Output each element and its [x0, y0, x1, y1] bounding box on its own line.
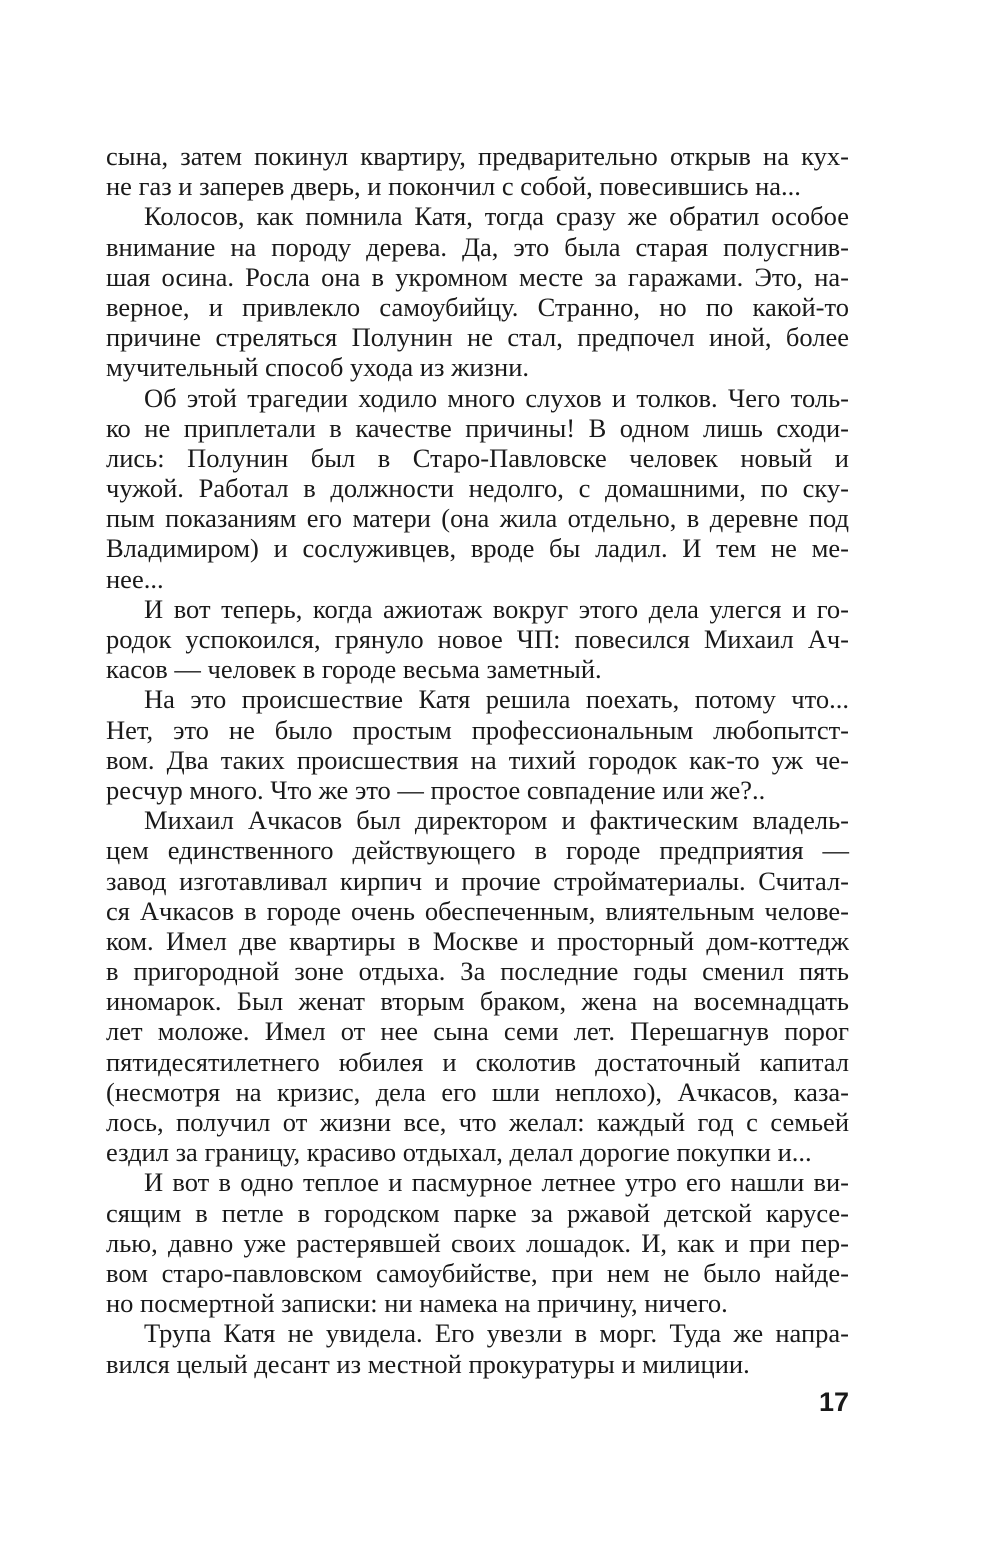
text-line: ко не приплетали в качестве причины! В одном лишь сходи- [106, 412, 849, 443]
text-line: лись: Полунин был в Старо-Павловске человек новый и [106, 442, 849, 473]
text-line: пятидесятилетнего юбилея и сколотив достаточный капитал [106, 1046, 849, 1077]
text-line: ком. Имел две квартиры в Москве и просторный дом-коттедж [106, 925, 849, 956]
text-line: лось, получил от жизни все, что желал: каждый год с семьей [106, 1107, 849, 1137]
text-line: Колосов, как помнила Катя, тогда сразу же обратил особое [144, 201, 849, 232]
text-line: Об этой трагедии ходило много слухов и толков. Чего толь- [144, 382, 849, 413]
text-line: сына, затем покинул квартиру, предварительно открыв на кух- [106, 141, 849, 171]
text-line: иномарок. Был женат вторым браком, жена на восемнадцать [106, 986, 849, 1017]
text-line: Трупа Катя не увидела. Его увезли в морг. Туда же напра- [144, 1318, 849, 1349]
text-line: И вот в одно теплое и пасмурное летнее утро его нашли ви- [144, 1167, 849, 1198]
text-line: нее... [106, 563, 164, 594]
text-line: (несмотря на кризис, дела его шли неплохо), Ачкасов, каза- [106, 1076, 849, 1107]
text-line: пым показаниям его матери (она жила отдельно, в деревне под [106, 503, 849, 534]
text-line: шая осина. Росла она в укромном месте за гаражами. Это, на- [106, 261, 849, 292]
text-line: верное, и привлекло самоубийцу. Странно, но по какой-то [106, 291, 849, 322]
text-line: Владимиром) и сослуживцев, вроде бы ладил. И тем не ме- [106, 533, 849, 564]
text-line: чужой. Работал в должности недолго, с домашними, по ску- [106, 473, 849, 504]
text-line: вом. Два таких происшествия на тихий городок как-то уж че- [106, 744, 849, 775]
text-line: причине стреляться Полунин не стал, предпочел иной, более [106, 322, 849, 353]
body-text [106, 141, 849, 1379]
text-line: На это происшествие Катя решила поехать, потому что... [144, 684, 849, 715]
text-line: сящим в петле в городском парке за ржавой детской карусе- [106, 1197, 849, 1228]
text-line: ся Ачкасов в городе очень обеспеченным, влиятельным челове- [106, 895, 849, 926]
text-line: вился целый десант из местной прокуратуры и милиции. [106, 1348, 750, 1379]
text-line: ресчур много. Что же это — простое совпадение или же?.. [106, 774, 766, 805]
text-line: ездил за границу, красиво отдыхал, делал дорогие покупки и... [106, 1137, 812, 1168]
text-line: лью, давно уже растерявшей своих лошадок. И, как и при пер- [106, 1227, 849, 1258]
text-line: завод изготавливал кирпич и прочие стройматериалы. Считал- [106, 865, 849, 896]
text-line: вом старо-павловском самоубийстве, при нем не было найде- [106, 1257, 849, 1288]
page-number: 17 [818, 1387, 849, 1417]
text-line: касов — человек в городе весьма заметный. [106, 654, 602, 685]
text-line: родок успокоился, грянуло новое ЧП: повесился Михаил Ач- [106, 624, 849, 654]
text-line: внимание на породу дерева. Да, это была старая полусгнив- [106, 231, 849, 262]
text-line: Михаил Ачкасов был директором и фактическим владель- [144, 805, 849, 836]
text-line: мучительный способ ухода из жизни. [106, 352, 530, 383]
text-line: лет моложе. Имел от нее сына семи лет. Перешагнув порог [106, 1016, 849, 1047]
text-line: в пригородной зоне отдыха. За последние годы сменил пять [106, 956, 849, 987]
text-line: цем единственного действующего в городе предприятия — [106, 835, 849, 866]
text-line: И вот теперь, когда ажиотаж вокруг этого дела улегся и го- [144, 593, 849, 624]
text-line: не газ и заперев дверь, и покончил с собой, повесившись на... [106, 171, 801, 202]
text-line: но посмертной записки: ни намека на причину, ничего. [106, 1288, 728, 1319]
text-line: Нет, это не было простым профессиональным любопытст- [106, 714, 849, 745]
